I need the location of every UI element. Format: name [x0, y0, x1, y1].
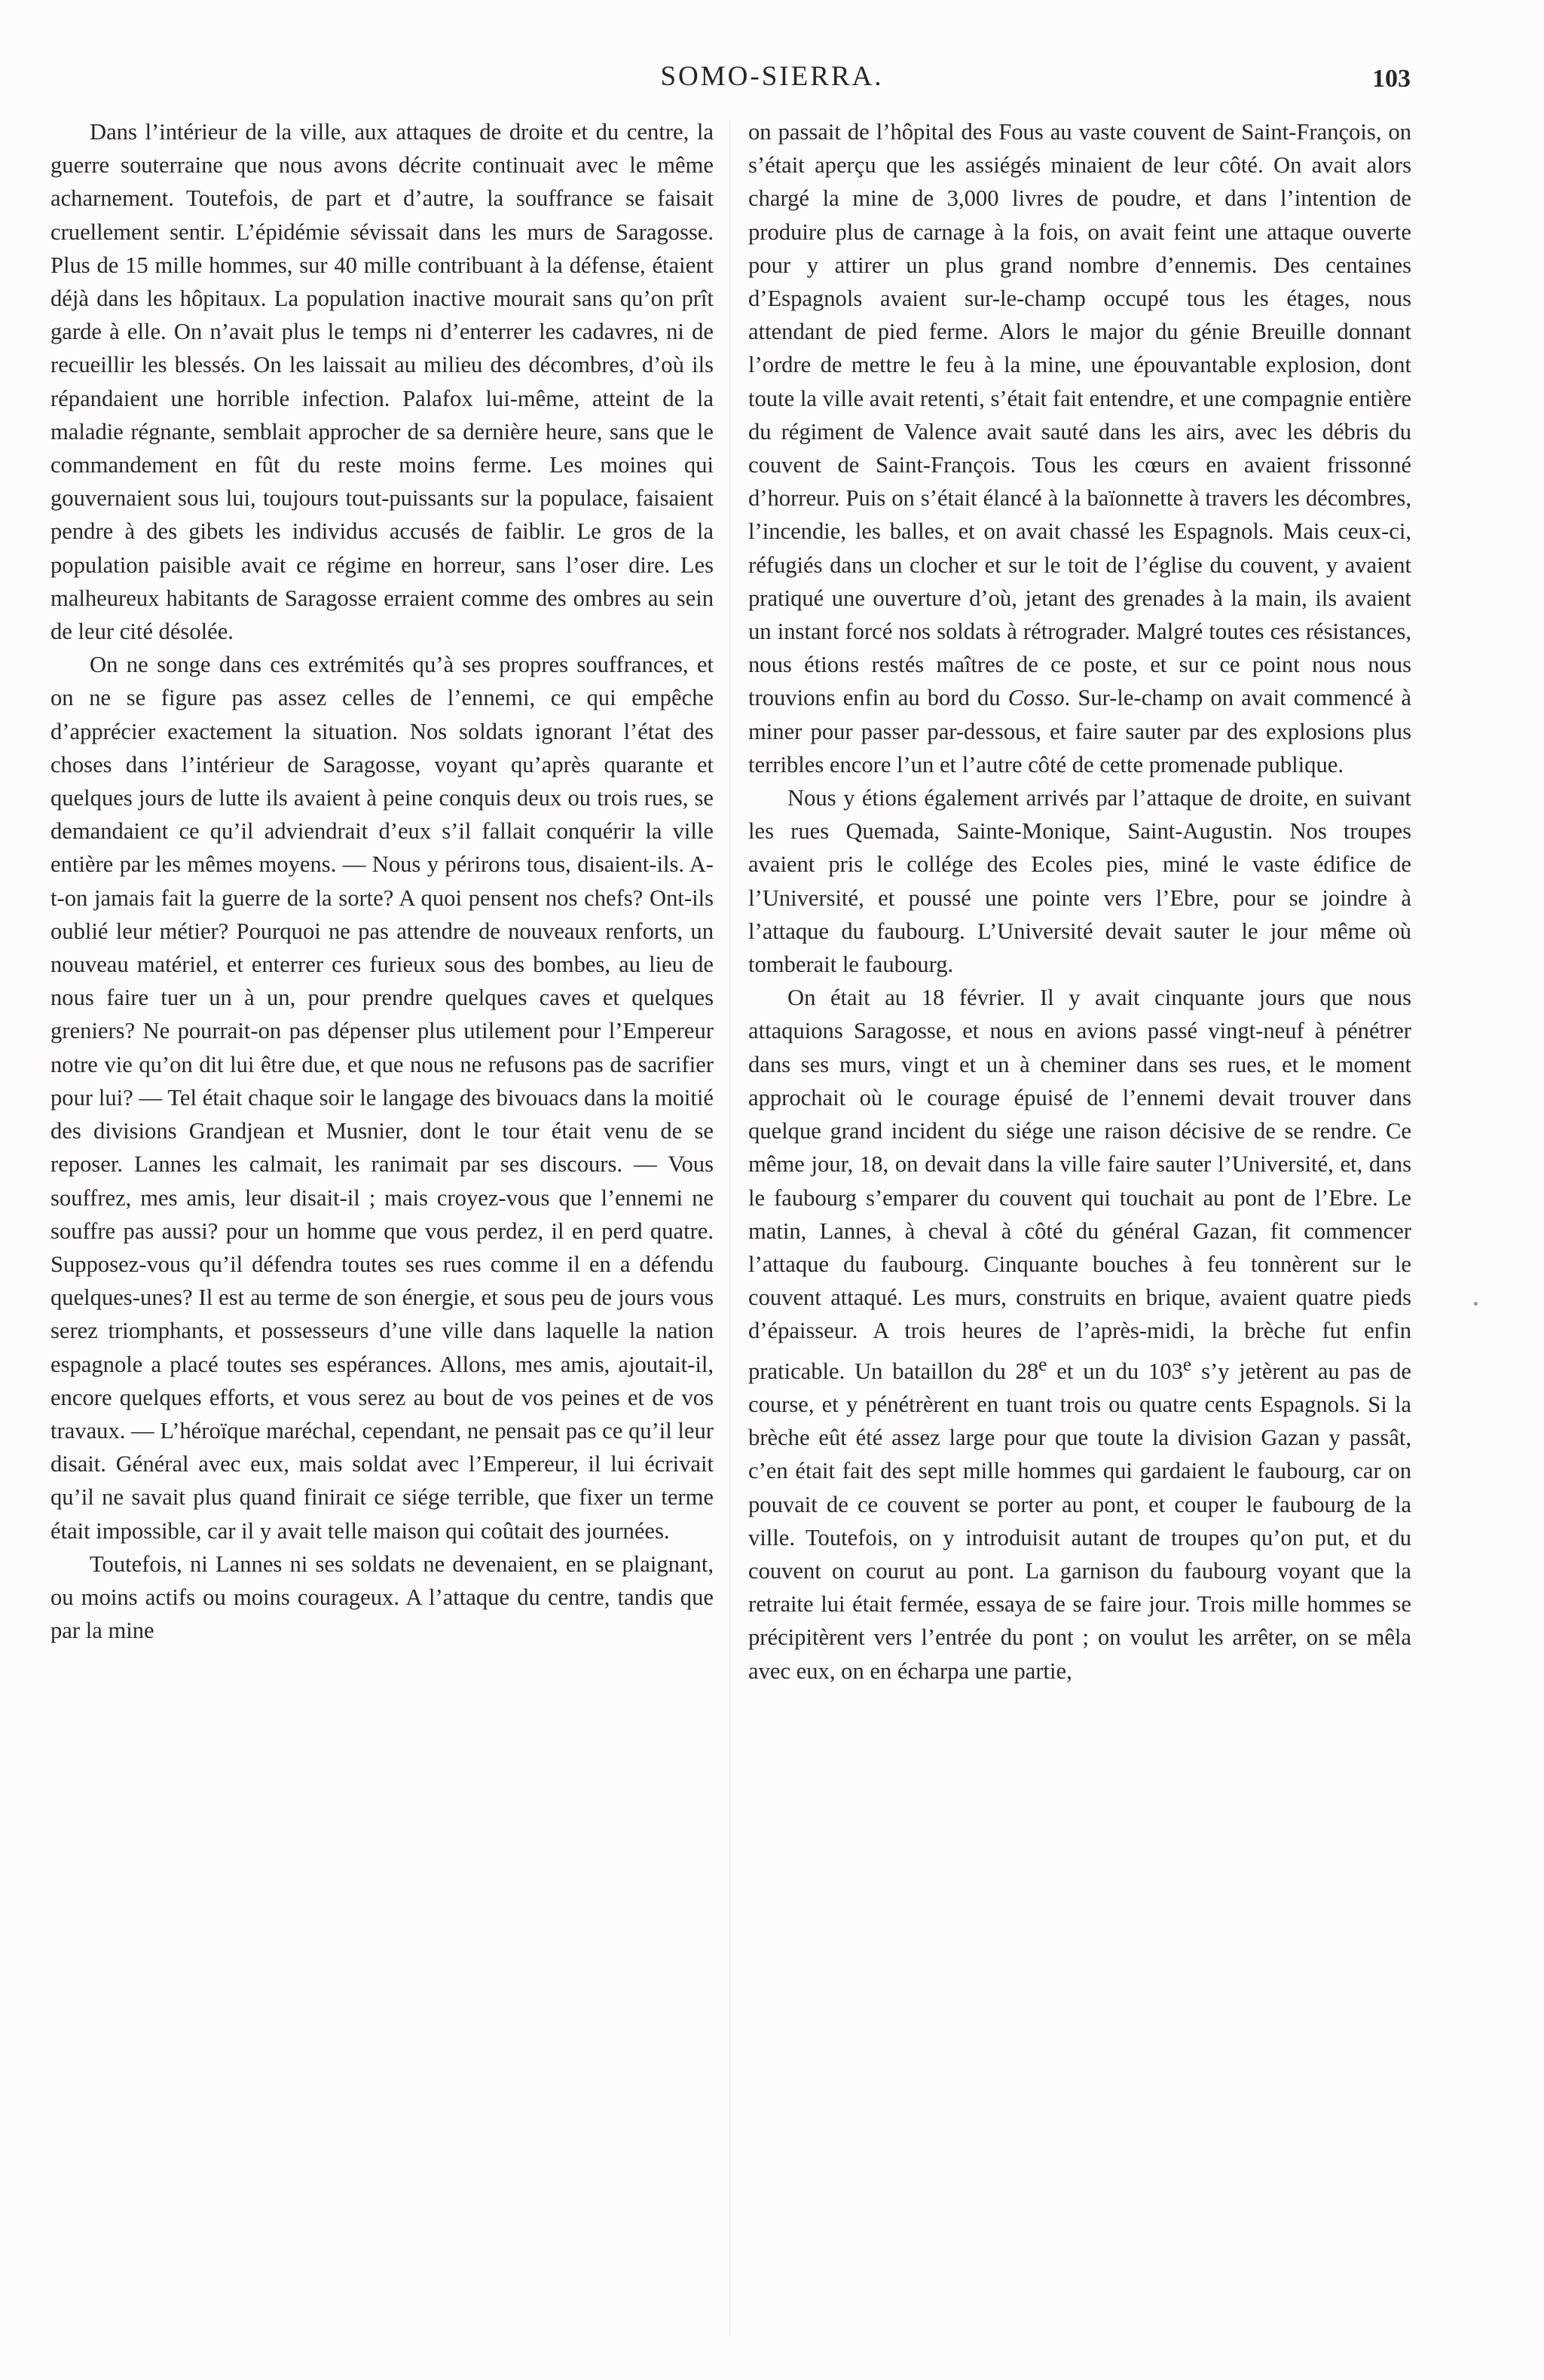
left-column	[50, 115, 714, 2345]
ordinal-suffix: e	[1038, 1352, 1047, 1375]
paragraph-text: s’y jetèrent au pas de course, et y pénétrèrent en tuant trois ou quatre cents Espagnols. Si la brèche eût été assez large pour que toute la division Gazan y passât, c’en était fait des sept mille hommes qui gardaient le faubourg, car on pouvait de ce couvent se porter au pont, et couper le faubourg de la ville. Toutefois, on y introduisit autant de troupes qu’on put, et du couvent on courut au pont. La garnison du faubourg voyant que la retraite lui était fermée, essaya de se faire jour. Trois mille hommes se précipitèrent vers l’entrée du pont ; on voulut les arrêter, on se mêla avec eux, on en écharpa une partie,	[748, 1358, 1411, 1684]
paragraph-text: . Sur-le-champ on avait commencé à miner pour passer par-dessous, et faire sauter par des explosions plus terribles encore l’un et l’autre côté de cette promenade publique.	[748, 685, 1411, 778]
paragraph: On ne songe dans ces extrémités qu’à ses propres souffrances, et on ne se figure pas assez celles de l’ennemi, ce qui empêche d’apprécier exactement la situation. Nos soldats ignorant l’état des choses dans l’intérieur de Saragosse, voyant qu’après quarante et quelques jours de lutte ils avaient à peine conquis deux ou trois rues, se demandaient ce qu’il adviendrait d’eux s’il fallait conquérir la ville entière par les mêmes moyens. — Nous y périrons tous, disaient-ils. A-t-on jamais fait la guerre de la sorte? A quoi pensent nos chefs? Ont-ils oublié leur métier? Pourquoi ne pas attendre de nouveaux renforts, un nouveau matériel, et enterrer ces furieux sous des bombes, au lieu de nous faire tuer un à un, pour prendre quelques caves et quelques greniers? Ne pourrait-on pas dépenser plus utilement pour l’Empereur notre vie qu’on dit lui être due, et que nous ne refusons pas de sacrifier pour lui? — Tel était chaque soir le langage des bivouacs dans la moitié des divisions Grandjean et Musnier, dont le tour était venu de se reposer. Lannes les calmait, les ranimait par ses discours. — Vous souffrez, mes amis, leur disait-il ; mais croyez-vous que l’ennemi ne souffre pas aussi? pour un homme que vous perdez, il en perd quatre. Supposez-vous qu’il défendra toutes ses rues comme il en a défendu quelques-unes? Il est au terme de son énergie, et sous peu de jours vous serez triomphants, et possesseurs d’une ville dans laquelle la nation espagnole a placé toutes ses espérances. Allons, mes amis, ajoutait-il, encore quelques efforts, et vous serez au bout de vos peines et de vos travaux. — L’héroïque maréchal, cependant, ne pensait pas ce qu’il leur disait. Général avec eux, mais soldat avec l’Empereur, il lui écrivait qu’il ne savait plus quand finirait ce siége terrible, que fixer un terme était impossible, car il y avait telle maison qui coûtait des journées.	[50, 652, 714, 1544]
paragraph: Nous y étions également arrivés par l’attaque de droite, en suivant les rues Quemada, Sainte-Monique, Saint-Augustin. Nos troupes avaient pris le collége des Ecoles pies, miné le vaste édifice de l’Université, et poussé une pointe vers l’Ebre, pour se joindre à l’attaque du faubourg. L’Université devait sauter le jour même où tomberait le faubourg.	[748, 785, 1411, 978]
paragraph: Dans l’intérieur de la ville, aux attaques de droite et du centre, la guerre souterraine que nous avons décrite continuait avec le même acharnement. Toutefois, de part et d’autre, la souffrance se faisait cruellement sentir. L’épidémie sévissait dans les murs de Saragosse. Plus de 15 mille hommes, sur 40 mille contribuant à la défense, étaient déjà dans les hôpitaux. La population inactive mourait sans qu’on prît garde à elle. On n’avait plus le temps ni d’enterrer les cadavres, ni de recueillir les blessés. On les laissait au milieu des décombres, d’où ils répandaient une horrible infection. Palafox lui-même, atteint de la maladie régnante, semblait approcher de sa dernière heure, sans que le commandement en fût du reste moins ferme. Les moines qui gouvernaient sous lui, toujours tout-puissants sur la populace, faisaient pendre à des gibets les individus accusés de faiblir. Le gros de la population paisible avait ce régime en horreur, sans l’oser dire. Les malheureux habitants de Saragosse erraient comme des ombres au sein de leur cité désolée.	[50, 119, 714, 645]
running-title: SOMO-SIERRA.	[660, 61, 884, 92]
ordinal-suffix: e	[1182, 1352, 1192, 1375]
italic-place-name: Cosso	[1007, 685, 1065, 711]
paragraph	[748, 981, 1411, 1687]
right-column	[748, 115, 1411, 2345]
paragraph-text: et un du 103	[1047, 1358, 1183, 1384]
ink-speck	[1474, 1302, 1478, 1306]
column-gutter	[729, 121, 730, 2336]
page-number: 103	[1372, 65, 1411, 93]
paragraph	[748, 115, 1411, 781]
paragraph-text: on passait de l’hôpital des Fous au vaste couvent de Saint-François, on s’était aperçu que les assiégés minaient de leur côté. On avait alors chargé la mine de 3,000 livres de poudre, et dans l’intention de produire plus de carnage à la fois, on avait feint une attaque ouverte pour y attirer un plus grand nombre d’ennemis. Des centaines d’Espagnols avaient sur-le-champ occupé tous les étages, nous attendant de pied ferme. Alors le major du génie Breuille donnant l’ordre de mettre le feu à la mine, une épouvantable explosion, dont toute la ville avait retenti, s’était fait entendre, et une compagnie entière du régiment de Valence avait sauté dans les airs, avec les débris du couvent de Saint-François. Tous les cœurs en avaient frissonné d’horreur. Puis on s’était élancé à la baïonnette à travers les décombres, l’incendie, les balles, et on avait chassé les Espagnols. Mais ceux-ci, réfugiés dans un clocher et sur le toit de l’église du couvent, y avaient pratiqué une ouverture d’où, jetant des grenades à la main, ils avaient un instant forcé nos soldats à rétrograder. Malgré toutes ces résistances, nous étions restés maîtres de ce poste, et sur ce point nous nous trouvions enfin au bord du	[748, 119, 1411, 711]
paragraph: Toutefois, ni Lannes ni ses soldats ne devenaient, en se plaignant, ou moins actifs ou moins courageux. A l’attaque du centre, tandis que par la mine	[50, 1551, 714, 1644]
paragraph-text: On était au 18 février. Il y avait cinquante jours que nous attaquions Saragosse, et nous en avions passé vingt-neuf à pénétrer dans ses murs, vingt et un à cheminer dans ses rues, et le moment approchait où le courage épuisé de l’ennemi devait trouver dans quelque grand incident du siége une raison décisive de se rendre. Ce même jour, 18, on devait dans la ville faire sauter l’Université, et, dans le faubourg s’emparer du couvent qui touchait au pont de l’Ebre. Le matin, Lannes, à cheval à côté du général Gazan, fit commencer l’attaque du faubourg. Cinquante bouches à feu tonnèrent sur le couvent attaqué. Les murs, construits en brique, avaient quatre pieds d’épaisseur. A trois heures de l’après-midi, la brèche fut enfin praticable. Un bataillon du 28	[748, 985, 1411, 1384]
